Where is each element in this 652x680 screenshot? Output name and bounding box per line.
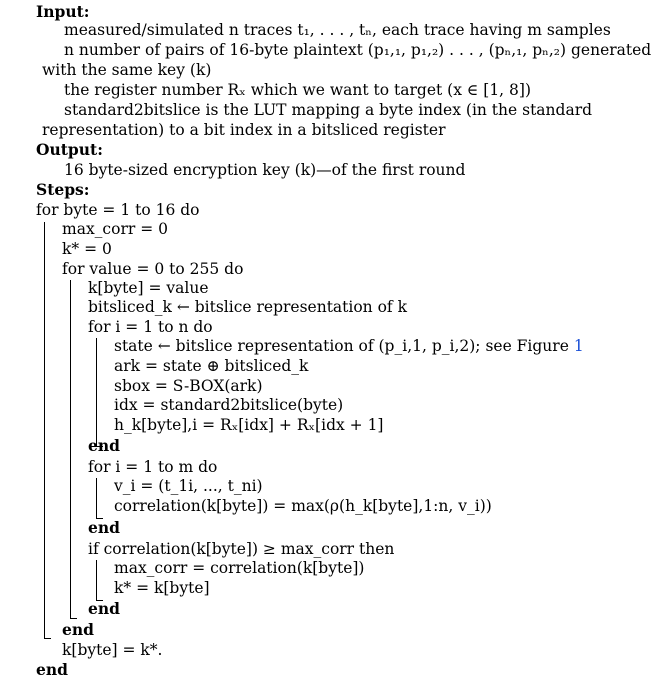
ark-line: ark = state ⊕ bitsliced_k xyxy=(114,357,309,375)
v-line: v_i = (t_1i, ..., t_ni) xyxy=(114,477,263,495)
if-line: if correlation(k[byte]) ≥ max_corr then xyxy=(88,540,395,558)
end-for-byte: end xyxy=(36,660,68,679)
state-text: state ← bitslice representation of (p_i,1, p_i,2); see Figure xyxy=(114,337,569,355)
k-assign: k[byte] = value xyxy=(88,279,209,297)
max-corr-assign: max_corr = correlation(k[byte]) xyxy=(114,559,365,577)
input-lut-cont: representation) to a bit index in a bitsliced register xyxy=(42,121,446,139)
idx-line: idx = standard2bitslice(byte) xyxy=(114,396,344,414)
input-plaintext-pairs-cont: with the same key (k) xyxy=(42,61,212,79)
for-i-n-line: for i = 1 to n do xyxy=(88,318,213,336)
max-corr-init: max_corr = 0 xyxy=(62,220,168,238)
for-value-line: for value = 0 to 255 do xyxy=(62,260,244,278)
input-traces: measured/simulated n traces t₁, . . . , tₙ, each trace having m samples xyxy=(64,21,611,39)
end-for-i-m: end xyxy=(88,518,120,537)
kstar-init: k* = 0 xyxy=(62,240,112,258)
h-line: h_k[byte],i = Rₓ[idx] + Rₓ[idx + 1] xyxy=(114,416,384,434)
output-label: Output: xyxy=(36,140,103,159)
end-if: end xyxy=(88,599,120,618)
sbox-line: sbox = S-BOX(ark) xyxy=(114,377,263,395)
for-i-m-line: for i = 1 to m do xyxy=(88,458,218,476)
figure-link[interactable]: 1 xyxy=(573,337,584,355)
steps-label: Steps: xyxy=(36,180,90,199)
state-line xyxy=(114,336,584,356)
input-plaintext-pairs: n number of pairs of 16-byte plaintext (p₁,₁, p₁,₂) . . . , (pₙ,₁, pₙ,₂) generated xyxy=(64,41,652,59)
for-value-scope-bar xyxy=(70,280,77,619)
if-scope-bar xyxy=(96,560,103,601)
end-for-i-n: end xyxy=(88,436,120,455)
input-lut: standard2bitslice is the LUT mapping a byte index (in the standard xyxy=(64,101,593,119)
kstar-assign: k* = k[byte] xyxy=(114,579,210,597)
bitsliced-line: bitsliced_k ← bitslice representation of k xyxy=(88,298,407,316)
for-byte-line: for byte = 1 to 16 do xyxy=(36,201,200,219)
for-i-m-scope-bar xyxy=(96,478,103,519)
input-label: Input: xyxy=(36,2,90,21)
corr-line: correlation(k[byte]) = max(ρ(h_k[byte],1:n, v_i)) xyxy=(114,497,492,515)
for-i-n-scope-bar xyxy=(96,338,103,447)
final-assign: k[byte] = k*. xyxy=(62,641,163,659)
input-register: the register number Rₓ which we want to target (x ∈ [1, 8]) xyxy=(64,81,531,99)
output-key: 16 byte-sized encryption key (k)—of the first round xyxy=(64,161,466,179)
end-for-value: end xyxy=(62,620,94,639)
for-byte-scope-bar xyxy=(44,222,51,639)
